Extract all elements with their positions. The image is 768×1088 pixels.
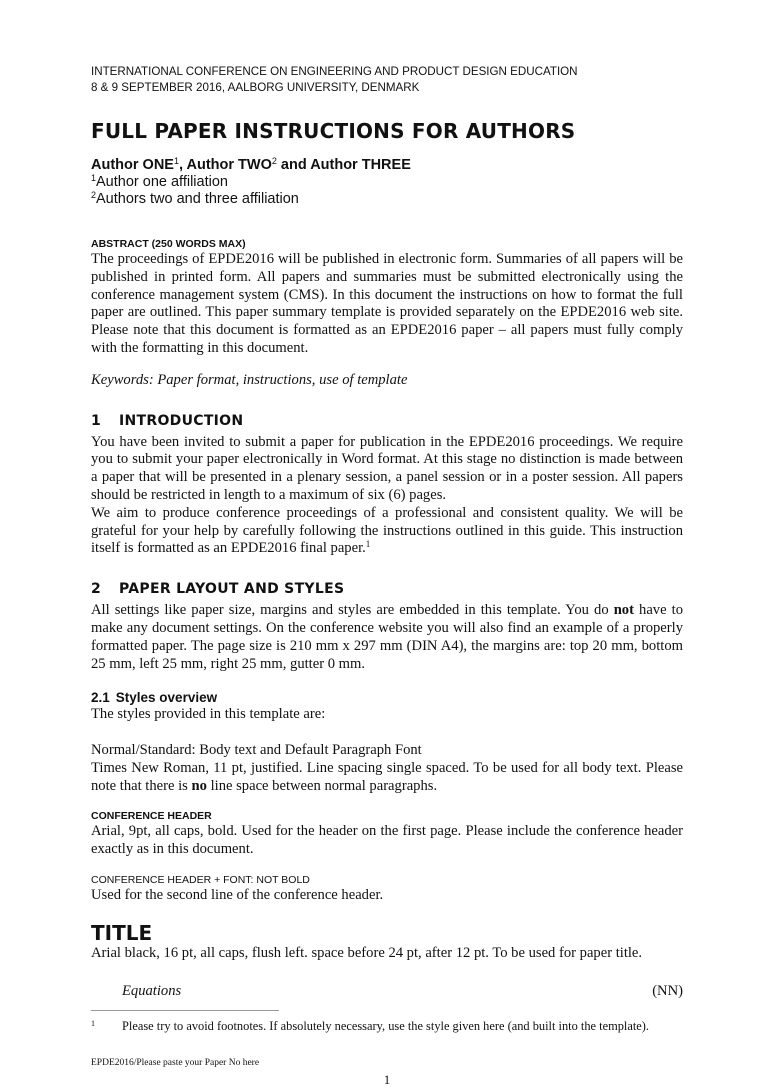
- section-1-heading: [91, 412, 683, 430]
- title-style-desc: Arial black, 16 pt, all caps, flush left. space before 24 pt, after 12 pt. To be used for paper title.: [91, 944, 643, 961]
- sup: 1: [173, 156, 179, 166]
- conference-header-style-name: CONFERENCE HEADER: [91, 810, 212, 823]
- section-2-heading: [91, 580, 683, 598]
- section-number: 2: [91, 581, 102, 598]
- document-page: [91, 64, 683, 1088]
- footnote: [91, 1019, 683, 1034]
- footnote-separator: [91, 1010, 279, 1011]
- intro-paragraph-1: You have been invited to submit a paper for publication in the EPDE2016 proceedings. We require you to submit your paper electronically in Word format. At this stage no distinction is made between a paper that will be presented in a plenary session, a panel session or in a poster session. All papers should be restricted in length to a maximum of six (6) pages.: [91, 433, 683, 503]
- conference-header-style-desc: Arial, 9pt, all caps, bold. Used for the header on the first page. Please include the conference header exactly as in this document.: [91, 823, 683, 858]
- text: have to make any document settings. On the conference website you will also find an example of a properly formatted paper. The page size is 210 mm x 297 mm (DIN A4), the margins are: top 20 mm, bottom 25 mm, left 25 mm, right 25 mm, gutter 0 mm.: [91, 602, 683, 672]
- sup: 2: [271, 156, 277, 166]
- page-footer: EPDE2016/Please paste your Paper No here: [91, 1057, 260, 1068]
- equation-label: Equations: [122, 982, 182, 999]
- layout-paragraph: [91, 602, 683, 673]
- paper-title: FULL PAPER INSTRUCTIONS FOR AUTHORS: [91, 119, 576, 143]
- conference-header: [91, 64, 683, 96]
- footnote-text: Please try to avoid footnotes. If absolutely necessary, use the style given here (and built into the template).: [122, 1018, 650, 1033]
- keywords: Keywords: Paper format, instructions, use of template: [91, 371, 408, 388]
- intro-paragraph-2: [91, 505, 683, 558]
- text: Times New Roman, 11 pt, justified. Line spacing single spaced. To be used for all body text. Please note that there is: [91, 759, 683, 794]
- abstract-heading: ABSTRACT (250 WORDS MAX): [91, 238, 246, 250]
- footnote-mark: 1: [91, 1018, 95, 1028]
- conference-header-notbold-style-desc: Used for the second line of the conference header.: [91, 886, 384, 903]
- abstract-text: The proceedings of EPDE2016 will be published in electronic form. Summaries of all papers will be published in printed form. All papers and summaries must be submitted electronically using the conference management system (CMS). In this document the instructions on how to format the full paper are outlined. This paper summary template is provided separately on the EPDE2016 web site. Please note that this document is formatted as an EPDE2016 paper – all papers must fully comply with the formatting in this document.: [91, 251, 683, 356]
- sup: 2: [91, 189, 97, 200]
- equation-line: [91, 983, 683, 1000]
- affiliation-1: [91, 174, 683, 191]
- text: All settings like paper size, margins and styles are embedded in this template. You do: [91, 602, 614, 619]
- page-number: 1: [383, 1071, 391, 1087]
- text: We aim to produce conference proceedings of a professional and consistent quality. We will be grateful for your help by carefully following the instructions outlined in this guide. This instruction itself is formatted as an EPDE2016 final paper.: [91, 504, 683, 557]
- conference-header-line1: INTERNATIONAL CONFERENCE ON ENGINEERING AND PRODUCT DESIGN EDUCATION: [91, 65, 578, 78]
- text-bold: no: [191, 777, 207, 794]
- sup: 1: [91, 173, 97, 183]
- aff-text: Authors two and three affiliation: [96, 190, 299, 207]
- section-title: INTRODUCTION: [119, 412, 244, 429]
- styles-intro: The styles provided in this template are:: [91, 706, 326, 723]
- subsection-number: 2.1: [91, 690, 110, 706]
- equation-number: (NN): [652, 982, 683, 999]
- authors: [91, 156, 683, 174]
- subsection-title: Styles overview: [115, 690, 218, 706]
- affiliation-2: [91, 191, 683, 208]
- conference-header-line2: 8 & 9 SEPTEMBER 2016, AALBORG UNIVERSITY, DENMARK: [91, 81, 420, 94]
- normal-style-name: Normal/Standard: Body text and Default Paragraph Font: [91, 741, 422, 758]
- normal-style-desc: [91, 760, 683, 796]
- author-three: and Author THREE: [276, 157, 411, 173]
- author-one: Author ONE: [91, 157, 174, 173]
- text-bold: not: [613, 602, 634, 619]
- section-number: 1: [91, 412, 102, 429]
- aff-text: Author one affiliation: [96, 174, 228, 190]
- section-title: PAPER LAYOUT AND STYLES: [119, 581, 345, 598]
- text: line space between normal paragraphs.: [206, 777, 438, 794]
- subsection-2-1-heading: [91, 689, 683, 706]
- author-two: , Author TWO: [178, 157, 272, 173]
- conference-header-notbold-style-name: CONFERENCE HEADER + FONT: NOT BOLD: [91, 873, 310, 886]
- footnote-ref[interactable]: 1: [365, 539, 371, 550]
- title-style-name: TITLE: [91, 920, 153, 945]
